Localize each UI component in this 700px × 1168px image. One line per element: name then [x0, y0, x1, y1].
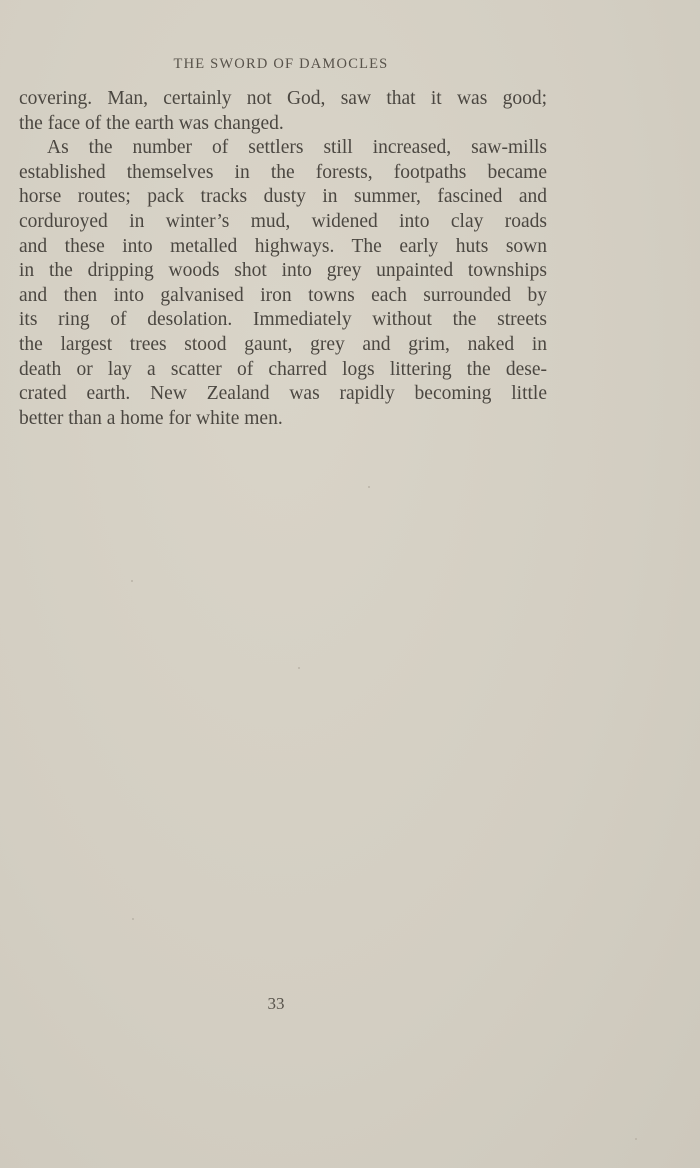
text-line: the largest trees stood gaunt, grey and grim, naked in: [19, 333, 547, 355]
running-head: THE SWORD OF DAMOCLES: [173, 56, 389, 72]
text-line: in the dripping woods shot into grey unpainted townships: [19, 260, 547, 282]
text-line: its ring of desolation. Immediately without the streets: [19, 309, 547, 331]
paper-speck: [298, 667, 300, 669]
text-line: As the number of settlers still increased, saw-mills: [47, 137, 547, 159]
text-line: and then into galvanised iron towns each surrounded by: [19, 284, 547, 306]
text-line: and these into metalled highways. The early huts sown: [19, 235, 547, 257]
text-line: horse routes; pack tracks dusty in summer, fascined and: [19, 186, 547, 208]
paper-speck: [368, 486, 370, 488]
text-line: the face of the earth was changed.: [19, 112, 284, 134]
text-line: crated earth. New Zealand was rapidly becoming little: [19, 383, 547, 405]
text-line: corduroyed in winter’s mud, widened into clay roads: [19, 210, 547, 232]
paper-speck: [131, 580, 133, 582]
paper-speck: [132, 918, 134, 920]
body-text: [19, 87, 547, 431]
page-number: 33: [267, 994, 285, 1013]
text-line: established themselves in the forests, footpaths became: [19, 161, 547, 183]
text-line: better than a home for white men.: [19, 407, 283, 429]
text-line: covering. Man, certainly not God, saw that it was good;: [19, 88, 547, 109]
paper-speck: [635, 1138, 637, 1140]
text-line: death or lay a scatter of charred logs littering the dese-: [19, 358, 547, 380]
